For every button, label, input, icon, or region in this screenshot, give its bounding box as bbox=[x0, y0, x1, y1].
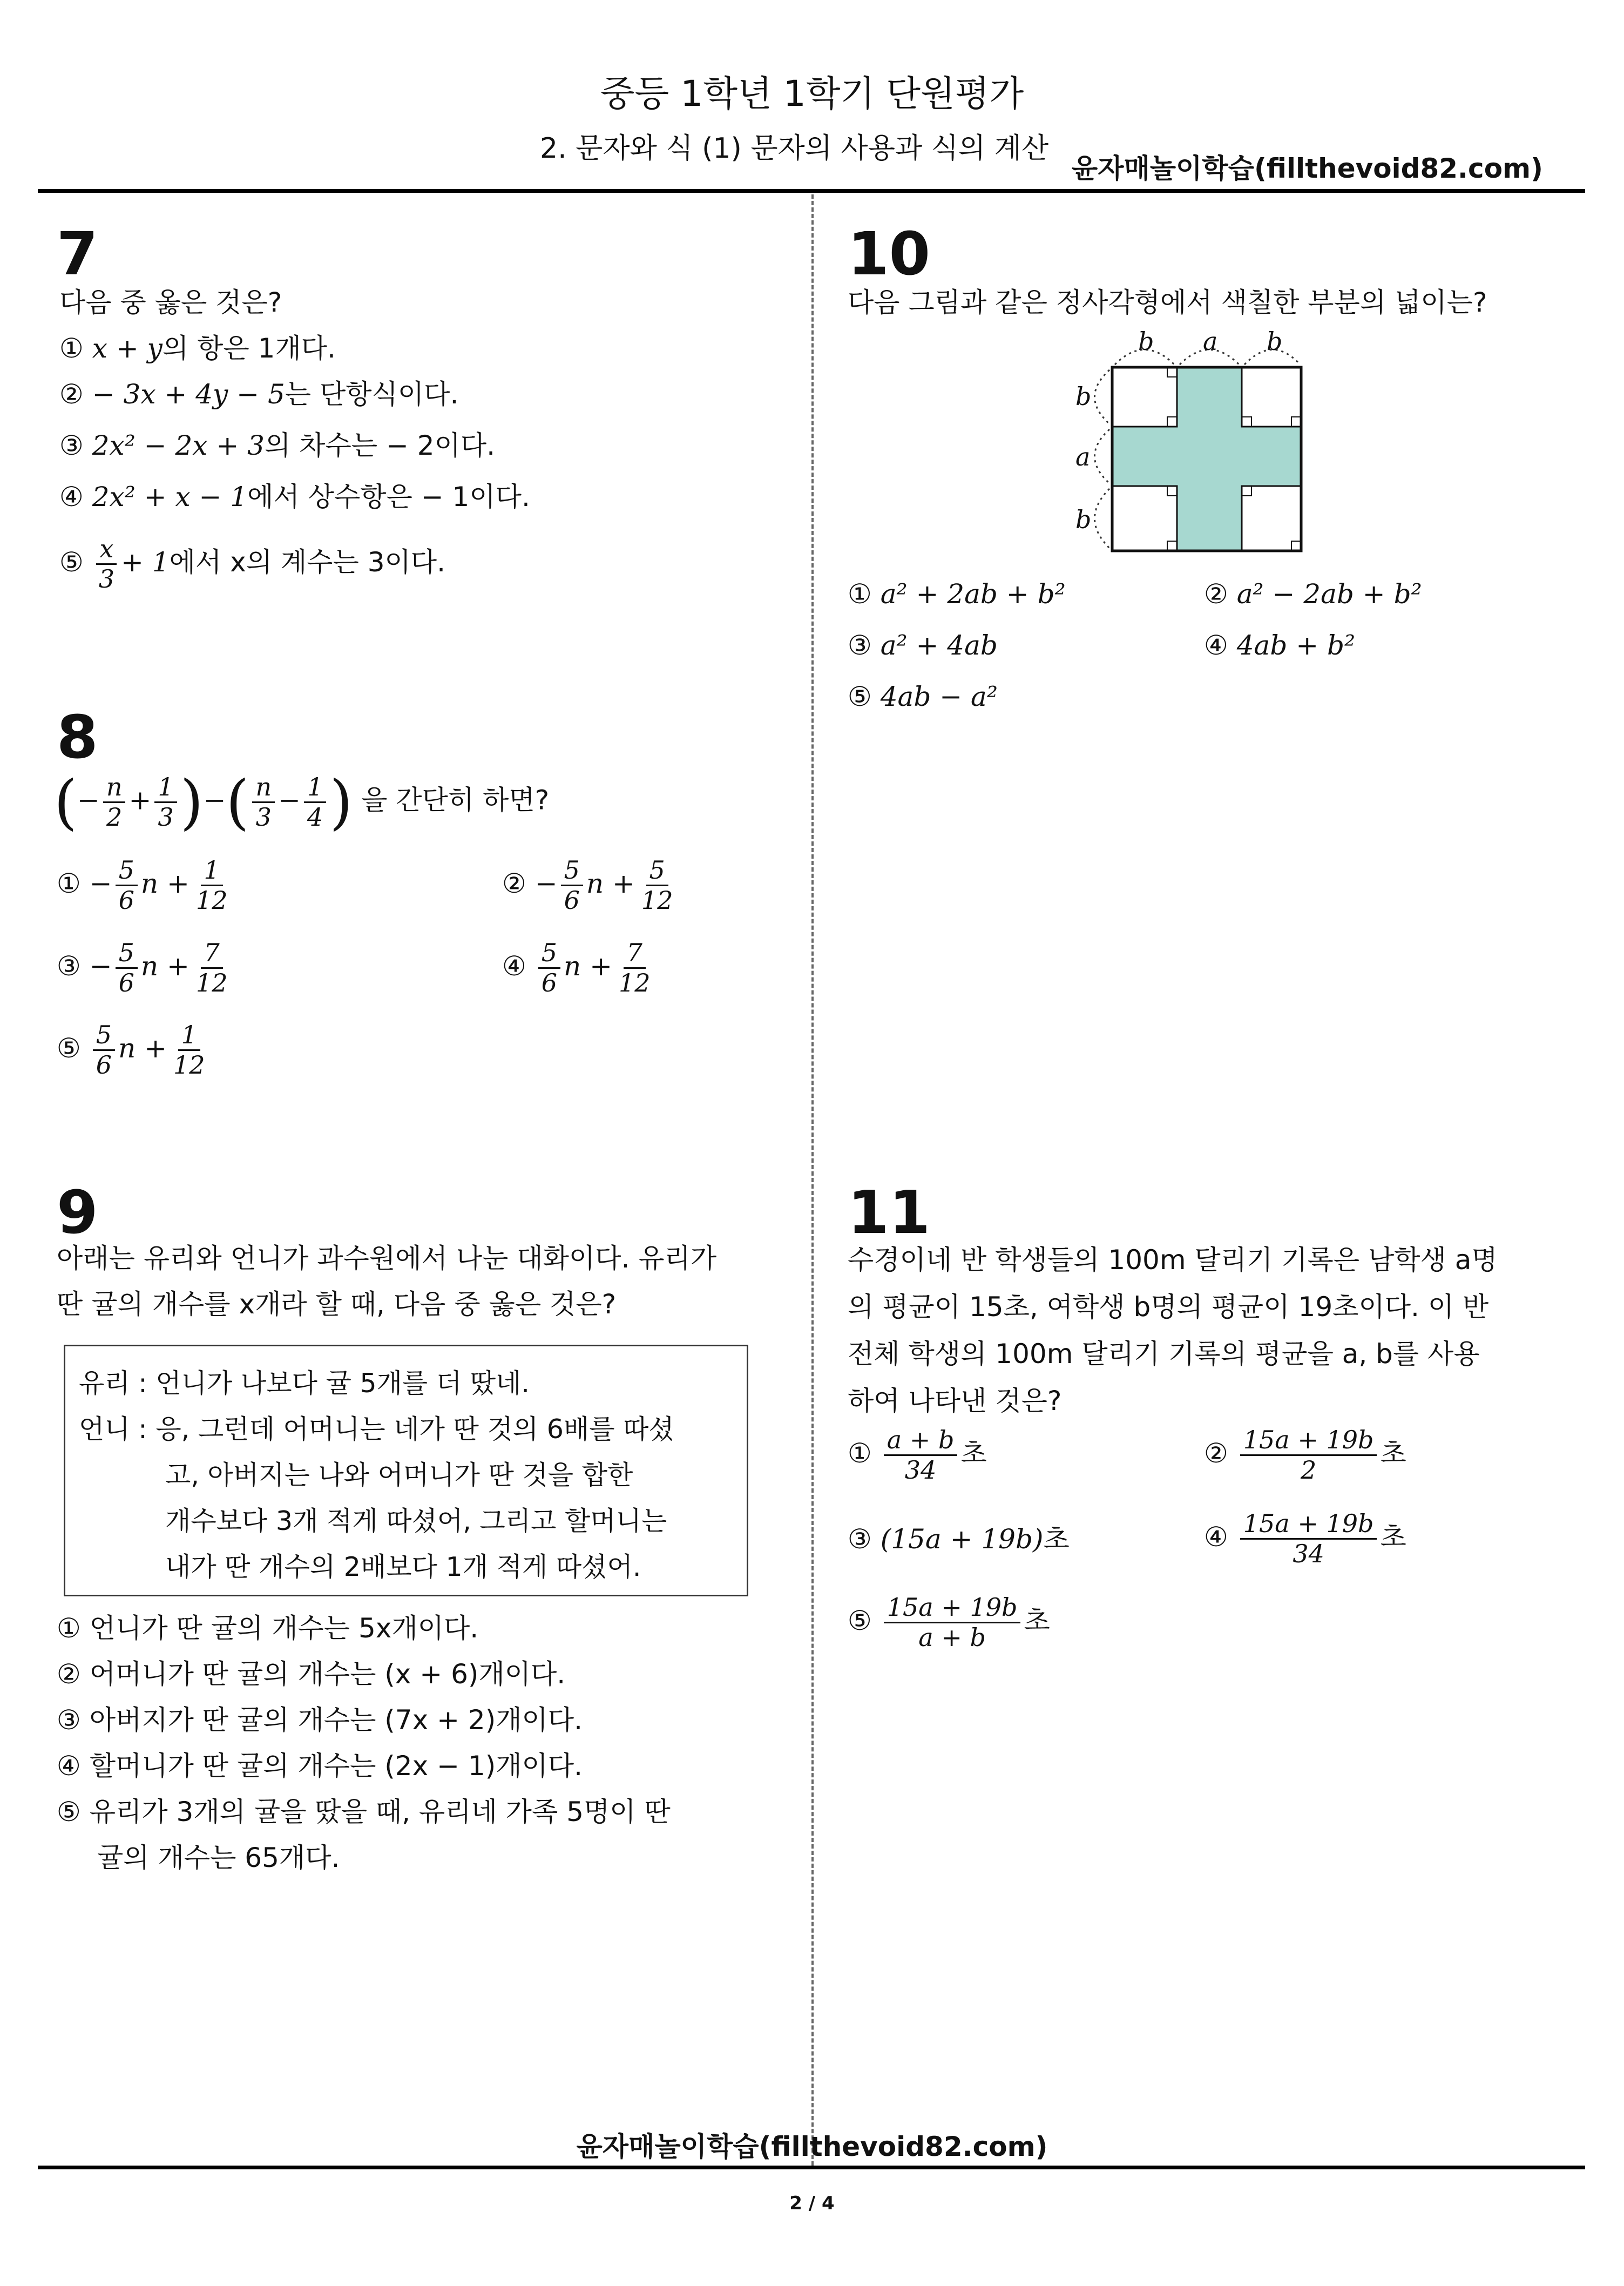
q8-option-3[interactable]: ③ − $\frac{5}{6}$ n + $\frac{7}{12}$ bbox=[57, 938, 228, 997]
q11-option-1[interactable]: ① $\frac{a + b}{34}$ 초 bbox=[848, 1425, 987, 1485]
dialog-line: 개수보다 3개 적게 따셨어, 그리고 할머니는 bbox=[165, 1506, 667, 1536]
dialog-line: 고, 아버지는 나와 어머니가 딴 것을 합한 bbox=[165, 1460, 633, 1491]
q8-option-4[interactable]: ④ $\frac{5}{6}$ n + $\frac{7}{12}$ bbox=[502, 938, 651, 997]
question-7-number: 7 bbox=[57, 219, 98, 288]
header-rule bbox=[38, 189, 1585, 193]
question-8-expression: (− $\frac{n}{2}$ + $\frac{1}{3}$ )−( $\frac{n}{3}$ − $\frac{1}{4}$ ) 을 간단히 하면? bbox=[54, 767, 550, 837]
page-number: 2 / 4 bbox=[789, 2193, 835, 2214]
option-text: 는 단항식이다. bbox=[285, 379, 459, 410]
fraction: $\frac{x}{3}$ bbox=[96, 535, 118, 594]
brand-footer: 윤자매놀이학습(fillthevoid82.com) bbox=[576, 2131, 1048, 2162]
option-text: 의 항은 1개다. bbox=[162, 333, 336, 364]
option-mark: ① bbox=[59, 333, 84, 364]
option-mark: ② bbox=[59, 379, 84, 410]
q9-option-3[interactable]: ③ 아버지가 딴 귤의 개수는 (7x + 2)개이다. bbox=[57, 1704, 583, 1736]
unit-subtitle: 2. 문자와 식 (1) 문자의 사용과 식의 계산 bbox=[540, 132, 1049, 165]
q11-option-3[interactable]: ③ (15a + 19b)초 bbox=[848, 1523, 1070, 1555]
q10-option-4[interactable]: ④ 4ab + b² bbox=[1204, 630, 1356, 661]
q10-option-1[interactable]: ① a² + 2ab + b² bbox=[848, 578, 1066, 610]
question-8-prompt: 을 간단히 하면? bbox=[361, 784, 550, 816]
option-text: 의 차수는 − 2이다. bbox=[264, 430, 496, 461]
column-divider bbox=[811, 194, 814, 2166]
prompt-line: 수경이네 반 학생들의 100m 달리기 기록은 남학생 a명 bbox=[848, 1244, 1498, 1276]
option-math: x + y bbox=[92, 333, 163, 364]
option-mark: ⑤ bbox=[59, 546, 84, 578]
option-text: 에서 x의 계수는 3이다. bbox=[169, 546, 446, 578]
fraction: $\frac{1}{3}$ bbox=[154, 773, 177, 832]
option-math: 2x² − 2x + 3 bbox=[92, 430, 265, 461]
q7-option-4[interactable] bbox=[59, 481, 530, 513]
label-a-left: a bbox=[1075, 442, 1091, 471]
q7-option-3[interactable] bbox=[59, 432, 495, 459]
question-9-prompt-line1: 아래는 유리와 언니가 과수원에서 나눈 대화이다. 유리가 bbox=[57, 1243, 717, 1274]
label-b-top-right: b bbox=[1267, 327, 1283, 356]
q7-option-1[interactable] bbox=[59, 335, 336, 362]
option-math: 2x² + x − 1 bbox=[92, 481, 248, 513]
option-text: 에서 상수항은 − 1이다. bbox=[247, 481, 530, 513]
cross-figure bbox=[1069, 324, 1317, 567]
option-mark: ④ bbox=[59, 481, 84, 513]
option-mark: ③ bbox=[59, 430, 84, 461]
q8-option-1[interactable]: ① − $\frac{5}{6}$ n + $\frac{1}{12}$ bbox=[57, 855, 228, 915]
question-9-number: 9 bbox=[57, 1178, 98, 1247]
question-11-number: 11 bbox=[848, 1178, 931, 1247]
option-math: − 3x + 4y − 5 bbox=[92, 379, 285, 410]
q9-option-5[interactable]: ⑤ 유리가 3개의 귤을 땄을 때, 유리네 가족 5명이 딴 bbox=[57, 1796, 671, 1828]
q9-option-1[interactable]: ① 언니가 딴 귤의 개수는 5x개이다. bbox=[57, 1613, 479, 1644]
fraction: $\frac{n}{2}$ bbox=[103, 773, 126, 832]
q8-option-5[interactable]: ⑤ $\frac{5}{6}$ n + $\frac{1}{12}$ bbox=[57, 1020, 205, 1080]
prompt-line: 의 평균이 15초, 여학생 b명의 평균이 19초이다. 이 반 bbox=[848, 1291, 1489, 1323]
q11-option-4[interactable]: ④ $\frac{15a + 19b}{34}$ 초 bbox=[1204, 1509, 1406, 1568]
question-10-number: 10 bbox=[848, 219, 931, 288]
q11-option-2[interactable]: ② $\frac{15a + 19b}{2}$ 초 bbox=[1204, 1425, 1406, 1485]
dialog-line: 언니 : 응, 그런데 어머니는 네가 딴 것의 6배를 따셨 bbox=[79, 1414, 674, 1445]
question-7-prompt: 다음 중 옳은 것은? bbox=[59, 287, 282, 318]
q10-option-3[interactable]: ③ a² + 4ab bbox=[848, 630, 998, 661]
q7-option-2[interactable] bbox=[59, 381, 458, 408]
label-b-left-top: b bbox=[1075, 382, 1092, 411]
q9-option-5-cont: 귤의 개수는 65개다. bbox=[97, 1842, 340, 1873]
q9-option-2[interactable]: ② 어머니가 딴 귤의 개수는 (x + 6)개이다. bbox=[57, 1658, 566, 1690]
page-title: 중등 1학년 1학기 단원평가 bbox=[600, 73, 1024, 114]
prompt-line: 전체 학생의 100m 달리기 기록의 평균을 a, b를 사용 bbox=[848, 1338, 1480, 1370]
q11-option-5[interactable]: ⑤ $\frac{15a + 19b}{a + b}$ 초 bbox=[848, 1593, 1050, 1652]
label-b-top-left: b bbox=[1138, 327, 1154, 356]
dialog-line: 내가 딴 개수의 2배보다 1개 적게 따셨어. bbox=[165, 1552, 641, 1582]
q8-option-2[interactable]: ② − $\frac{5}{6}$ n + $\frac{5}{12}$ bbox=[502, 855, 673, 915]
brand-header: 윤자매놀이학습(fillthevoid82.com) bbox=[1071, 153, 1543, 184]
question-9-prompt-line2: 딴 귤의 개수를 x개라 할 때, 다음 중 옳은 것은? bbox=[57, 1289, 617, 1320]
q10-option-2[interactable]: ② a² − 2ab + b² bbox=[1204, 578, 1422, 610]
fraction: $\frac{1}{4}$ bbox=[304, 773, 326, 832]
q9-option-4[interactable]: ④ 할머니가 딴 귤의 개수는 (2x − 1)개이다. bbox=[57, 1750, 583, 1782]
prompt-line: 하여 나타낸 것은? bbox=[848, 1385, 1062, 1417]
question-10-prompt: 다음 그림과 같은 정사각형에서 색칠한 부분의 넓이는? bbox=[848, 287, 1487, 318]
option-math: + 1 bbox=[121, 546, 170, 578]
shaded-cross bbox=[1112, 367, 1301, 551]
footer-rule bbox=[38, 2166, 1585, 2169]
q10-option-5[interactable]: ⑤ 4ab − a² bbox=[848, 681, 998, 712]
q7-option-5[interactable] bbox=[59, 535, 445, 594]
question-11-prompt bbox=[848, 1237, 1549, 1425]
dialog-box bbox=[64, 1345, 748, 1596]
label-b-left-bottom: b bbox=[1075, 505, 1092, 534]
label-a-top: a bbox=[1203, 327, 1218, 356]
fraction: $\frac{n}{3}$ bbox=[252, 773, 275, 832]
dialog-line: 유리 : 언니가 나보다 귤 5개를 더 땄네. bbox=[79, 1368, 530, 1399]
question-8-number: 8 bbox=[57, 703, 98, 772]
